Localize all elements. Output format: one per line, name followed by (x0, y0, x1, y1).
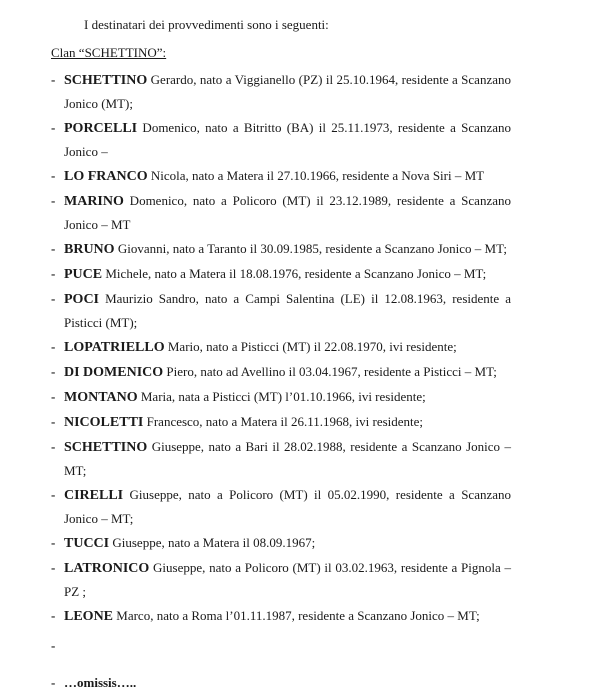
list-item (51, 435, 511, 482)
entry-text (64, 164, 511, 188)
entry-text (64, 410, 511, 434)
bullet-dash: - (51, 291, 56, 306)
entry-text (64, 483, 511, 530)
list-item (51, 604, 511, 628)
bullet-dash: - (51, 608, 56, 623)
entry-details: …omissis….. (64, 675, 137, 690)
entry-text (64, 634, 511, 657)
bullet-dash: - (51, 168, 56, 183)
clan-heading: Clan “SCHETTINO”: (51, 45, 167, 60)
entry-details: Michele, nato a Matera il 18.08.1976, residente a Scanzano Jonico – MT; (102, 266, 487, 281)
surname: MARINO (64, 194, 124, 209)
entry-text (64, 604, 511, 628)
entry-text (64, 189, 511, 236)
entry-text (64, 435, 511, 482)
list-item (51, 164, 511, 188)
entry-text (64, 237, 511, 261)
list-item (51, 68, 511, 115)
bullet-dash: - (51, 193, 56, 208)
list-item (51, 237, 511, 261)
entry-text (64, 68, 511, 115)
surname: MONTANO (64, 390, 138, 405)
entry-details: Mario, nato a Pisticci (MT) il 22.08.1970, ivi residente; (164, 339, 457, 354)
surname: PORCELLI (64, 121, 138, 136)
bullet-dash: - (51, 487, 56, 502)
entry-details: Maurizio Sandro, nato a Campi Salentina (LE) il 12.08.1963, residente a Pisticci (MT); (64, 291, 511, 330)
entry-details: Domenico, nato a Bitritto (BA) il 25.11.1973, residente a Scanzano Jonico – (64, 120, 511, 159)
entry-text (64, 287, 511, 334)
entry-details: Giuseppe, nato a Matera il 08.09.1967; (109, 535, 316, 550)
list-item (51, 556, 511, 603)
surname: BRUNO (64, 242, 115, 257)
list-item (51, 335, 511, 359)
entry-text (64, 671, 511, 695)
bullet-dash: - (51, 72, 56, 87)
bullet-dash: - (51, 675, 56, 690)
surname: SCHETTINO (64, 73, 148, 88)
list-item (51, 634, 511, 657)
list-item (51, 410, 511, 434)
list-item (51, 287, 511, 334)
entry-text (64, 556, 511, 603)
entry-text (64, 531, 511, 555)
surname: DI DOMENICO (64, 365, 164, 380)
bullet-dash: - (51, 241, 56, 256)
list-item (51, 116, 511, 163)
surname: CIRELLI (64, 488, 124, 503)
surname: LOPATRIELLO (64, 340, 165, 355)
entry-details: Marco, nato a Roma l’01.11.1987, residente a Scanzano Jonico – MT; (113, 608, 480, 623)
list-item (51, 262, 511, 286)
entry-details: Giuseppe, nato a Bari il 28.02.1988, residente a Scanzano Jonico – MT; (64, 439, 511, 478)
list-item (51, 483, 511, 530)
surname: SCHETTINO (64, 440, 148, 455)
list-item (51, 671, 511, 695)
bullet-dash: - (51, 560, 56, 575)
surname: LO FRANCO (64, 169, 148, 184)
bullet-dash: - (51, 638, 56, 653)
entry-details: Giovanni, nato a Taranto il 30.09.1985, residente a Scanzano Jonico – MT; (114, 241, 507, 256)
bullet-dash: - (51, 339, 56, 354)
entry-details: Nicola, nato a Matera il 27.10.1966, residente a Nova Siri – MT (147, 168, 485, 183)
entry-details: Giuseppe, nato a Policoro (MT) il 05.02.1990, residente a Scanzano Jonico – MT; (64, 487, 511, 526)
bullet-dash: - (51, 439, 56, 454)
entry-text (64, 116, 511, 163)
entry-details: Maria, nata a Pisticci (MT) l’01.10.1966, ivi residente; (137, 389, 426, 404)
list-item (51, 531, 511, 555)
list-item (51, 385, 511, 409)
surname: POCI (64, 292, 99, 307)
entry-details: Domenico, nato a Policoro (MT) il 23.12.1989, residente a Scanzano Jonico – MT (64, 193, 511, 232)
list-item (51, 360, 511, 384)
intro-text: I destinatari dei provvedimenti sono i seguenti: (84, 17, 329, 32)
bullet-dash: - (51, 120, 56, 135)
bullet-dash: - (51, 414, 56, 429)
entry-text (64, 262, 511, 286)
entry-text (64, 335, 511, 359)
entry-details: Francesco, nato a Matera il 26.11.1968, ivi residente; (143, 414, 424, 429)
surname: LATRONICO (64, 561, 150, 576)
bullet-dash: - (51, 535, 56, 550)
recipient-list (51, 68, 511, 696)
entry-details: Gerardo, nato a Viggianello (PZ) il 25.10.1964, residente a Scanzano Jonico (MT); (64, 72, 511, 111)
bullet-dash: - (51, 364, 56, 379)
surname: NICOLETTI (64, 415, 144, 430)
list-item (51, 189, 511, 236)
surname: PUCE (64, 267, 103, 282)
entry-text (64, 385, 511, 409)
bullet-dash: - (51, 266, 56, 281)
bullet-dash: - (51, 389, 56, 404)
surname: TUCCI (64, 536, 110, 551)
entry-details: Piero, nato ad Avellino il 03.04.1967, residente a Pisticci – MT; (163, 364, 497, 379)
entry-details: Giuseppe, nato a Policoro (MT) il 03.02.1963, residente a Pignola – PZ ; (64, 560, 511, 599)
entry-text (64, 360, 511, 384)
surname: LEONE (64, 609, 114, 624)
